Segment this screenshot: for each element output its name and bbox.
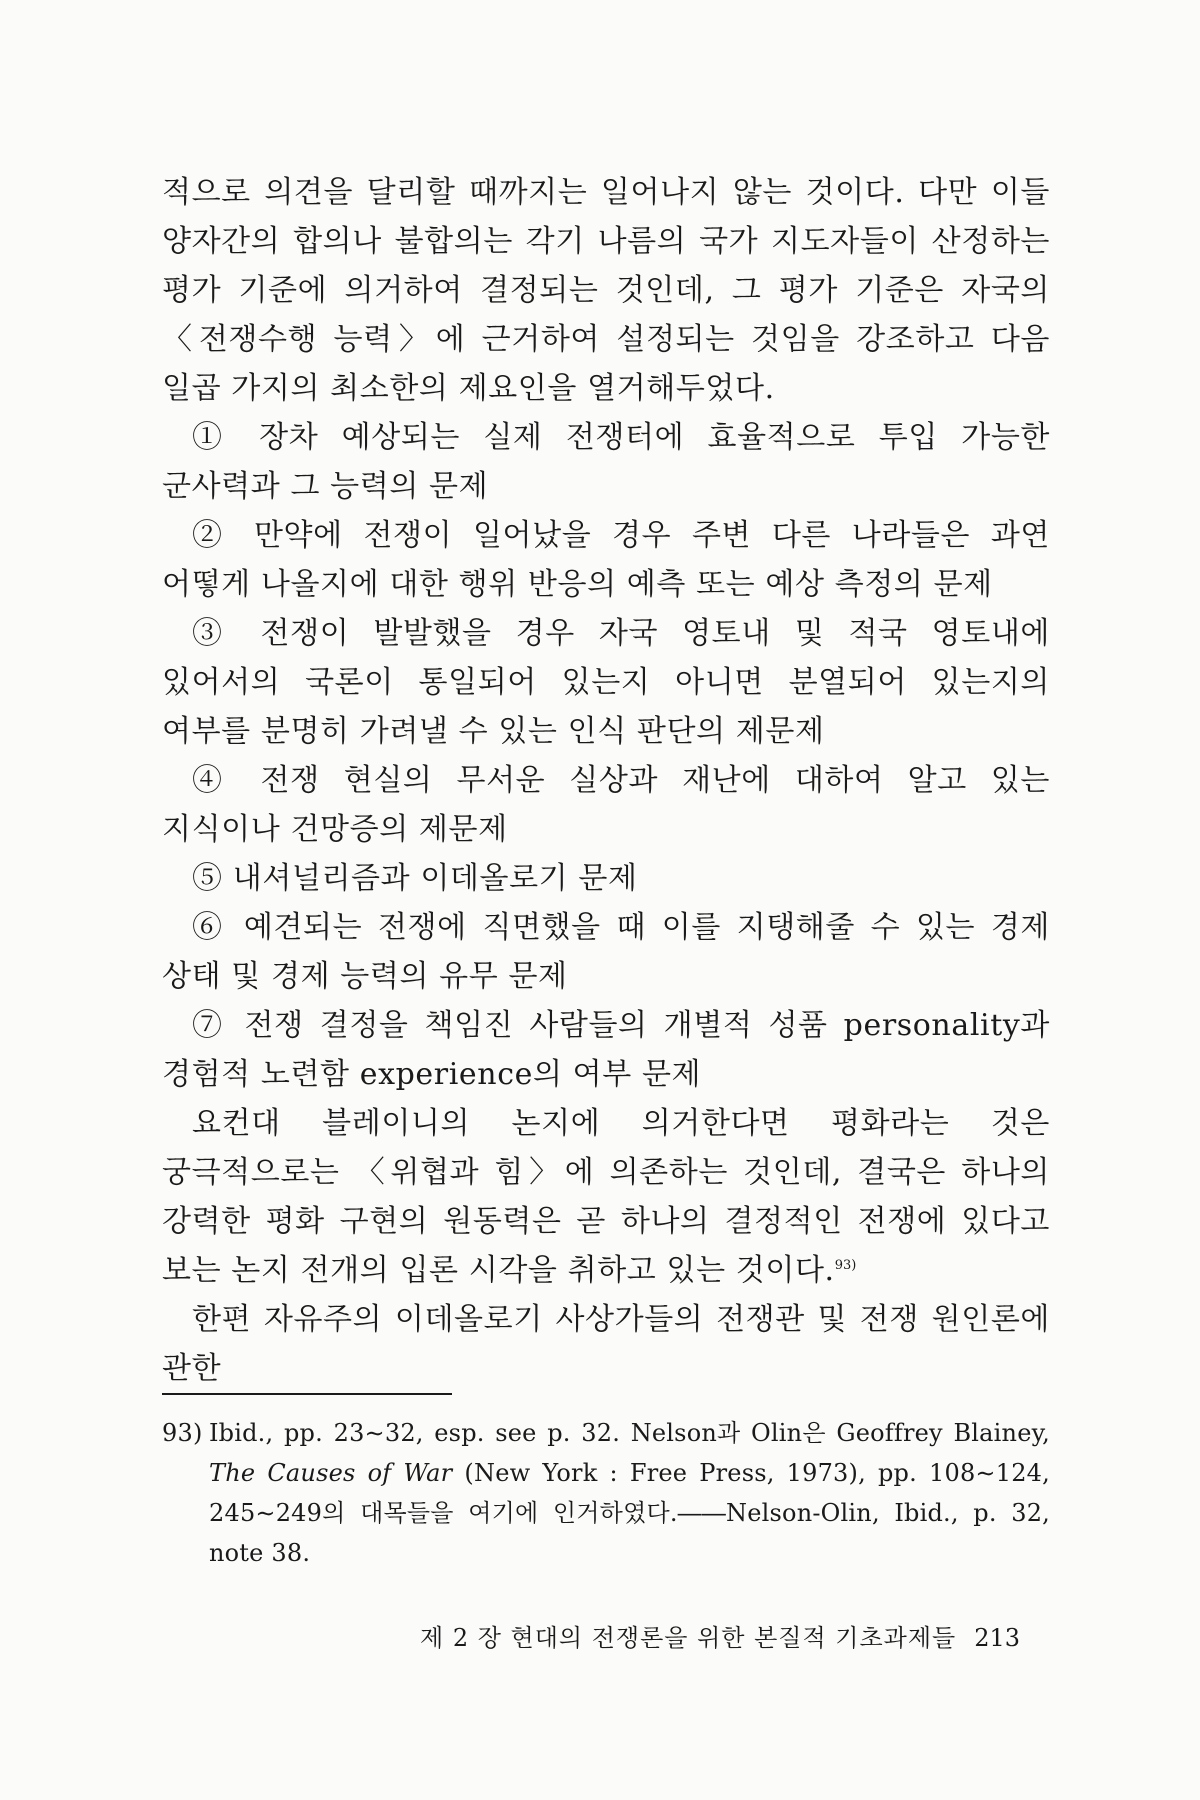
footnote-divider — [162, 1393, 452, 1395]
paragraph-text: 한편 자유주의 이데올로기 사상가들의 전쟁관 및 전쟁 원인론에 관한 — [162, 1302, 1050, 1386]
list-item-3 — [162, 609, 1050, 756]
paragraph-last — [162, 1295, 1050, 1393]
list-item-text: ③ 전쟁이 발발했을 경우 자국 영토내 및 적국 영토내에 있어서의 국론이 통일되어 있는지 아니면 분열되어 있는지의 여부를 분명히 가려낼 수 있는 인식 판단의 제문제 — [162, 616, 1050, 749]
list-item-text: ② 만약에 전쟁이 일어났을 경우 주변 다른 나라들은 과연 어떻게 나올지에 대한 행위 반응의 예측 또는 예상 측정의 문제 — [162, 518, 1050, 602]
chapter-title: 제 2 장 현대의 전쟁론을 위한 본질적 기초과제들 — [420, 1624, 957, 1652]
running-footer — [400, 1620, 1020, 1656]
footnote-text-part1: Ibid., pp. 23∼32, esp. see p. 32. Nelson과 Olin은 Geoffrey Blainey, — [209, 1419, 1050, 1447]
list-item-1 — [162, 413, 1050, 511]
body-text — [162, 168, 1050, 1393]
list-item-text: ⑥ 예견되는 전쟁에 직면했을 때 이를 지탱해줄 수 있는 경제 상태 및 경제 능력의 유무 문제 — [162, 910, 1050, 994]
list-item-5 — [162, 854, 1050, 903]
list-item-6 — [162, 903, 1050, 1001]
paragraph-summary — [162, 1099, 1050, 1295]
list-item-text: ④ 전쟁 현실의 무서운 실상과 재난에 대하여 알고 있는 지식이나 건망증의 제문제 — [162, 763, 1050, 847]
paragraph-text: 적으로 의견을 달리할 때까지는 일어나지 않는 것이다. 다만 이들 양자간의 합의나 불합의는 각기 나름의 국가 지도자들이 산정하는 평가 기준에 의거하여 결정되는 것인데, 그 평가 기준은 자국의 〈전쟁수행 능력〉에 근거하여 설정되는 것임을 강조하고 다음 일곱 가지의 최소한의 제요인을 열거해두었다. — [162, 175, 1050, 406]
list-item-text: ⑦ 전쟁 결정을 책임진 사람들의 개별적 성품 personality과 경험적 노련함 experience의 여부 문제 — [162, 1008, 1050, 1092]
list-item-text: ① 장차 예상되는 실제 전쟁터에 효율적으로 투입 가능한 군사력과 그 능력의 문제 — [162, 420, 1050, 504]
list-item-text: ⑤ 내셔널리즘과 이데올로기 문제 — [192, 861, 638, 896]
footnote-text-part2: (New York : Free Press, 1973), pp. 108∼124, 245∼249의 대목들을 여기에 인거하였다.――Nelson-Olin, Ibid., p. 32, note 38. — [209, 1459, 1050, 1567]
page-number: 213 — [974, 1624, 1020, 1652]
list-item-7 — [162, 1001, 1050, 1099]
footnote-body — [209, 1413, 1050, 1573]
paragraph-1 — [162, 168, 1050, 413]
list-item-4 — [162, 756, 1050, 854]
footnote — [162, 1413, 1050, 1573]
paragraph-text: 요컨대 블레이니의 논지에 의거한다면 평화라는 것은 궁극적으로는 〈위협과 힘〉에 의존하는 것인데, 결국은 하나의 강력한 평화 구현의 원동력은 곧 하나의 결정적인 전쟁에 있다고 보는 논지 전개의 입론 시각을 취하고 있는 것이다. — [162, 1106, 1050, 1288]
footnote-reference[interactable]: 93) — [834, 1258, 857, 1273]
footnote-book-title: The Causes of War — [209, 1459, 453, 1487]
list-item-2 — [162, 511, 1050, 609]
footnote-number: 93) — [162, 1419, 203, 1447]
